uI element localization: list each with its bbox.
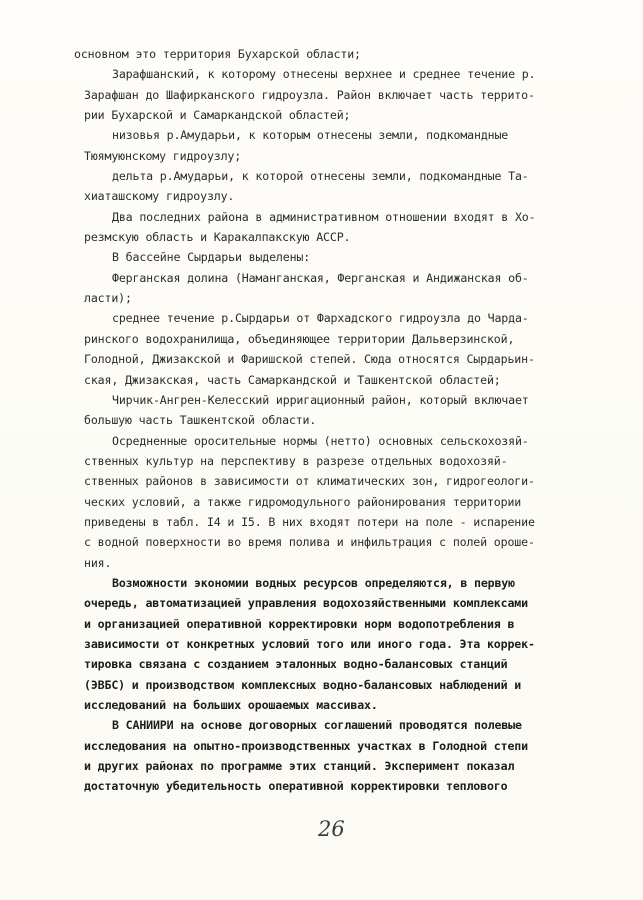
text-line: ственных районов в зависимости от климатических зон, гидрогеологи-: [84, 474, 535, 489]
text-line: Возможности экономии водных ресурсов определяются, в первую: [112, 575, 515, 590]
text-line: ния.: [84, 555, 112, 570]
text-line: достаточную убедительность оперативной корректировки теплового: [84, 779, 508, 794]
text-line: основном это территория Бухарской области;: [74, 47, 361, 61]
text-line: рии Бухарской и Самаркандской областей;: [84, 108, 351, 123]
text-line: Зарафшанский, к которому отнесены верхнее и среднее течение р.: [112, 67, 536, 82]
text-line: Тюямуюнскому гидроузлу;: [84, 148, 242, 163]
text-line: ласти);: [84, 291, 132, 306]
text-line: В бассейне Сырдарьи выделены:: [112, 250, 311, 265]
text-line: Осредненные оросительные нормы (нетто) основных сельскохозяй-: [112, 433, 529, 448]
text-line: приведены в табл. I4 и I5. В них входят потери на поле - испарение: [84, 514, 535, 529]
text-line: В САНИИРИ на основе договорных соглашений проводятся полевые: [112, 718, 522, 733]
body-text: [0, 44, 643, 797]
text-line: и других районах по программе этих станций. Эксперимент показал: [84, 759, 515, 774]
text-line: исследований на больших орошаемых массивах.: [84, 698, 378, 712]
text-line: с водной поверхности во время полива и инфильтрация с полей ороше-: [84, 535, 535, 550]
text-line: резмскую область и Каракалпакскую АССР.: [84, 230, 351, 245]
text-line: ринского водохранилища, объединяющее территории Дальверзинской,: [84, 331, 515, 346]
text-line: ственных культур на перспективу в разрезе отдельных водохозяй-: [84, 453, 508, 468]
text-line: Голодной, Джизакской и Фаришской степей. Сюда относятся Сырдарьин-: [84, 352, 535, 367]
text-line: ческих условий, а также гидромодульного районирования территории: [84, 494, 522, 509]
text-line: тировка связана с созданием эталонных водно-балансовых станций: [84, 657, 508, 672]
text-line: (ЭВБС) и производством комплексных водно-балансовых наблюдений и: [84, 677, 522, 692]
text-line: зависимости от конкретных условий того или иного года. Эта коррек-: [84, 636, 535, 651]
text-line: низовья р.Амударьи, к которым отнесены земли, подкомандные: [112, 128, 509, 143]
text-line: среднее течение р.Сырдарьи от Фархадского гидроузла до Чарда-: [112, 311, 529, 326]
text-line: Два последних района в административном отношении входят в Хо-: [112, 209, 536, 224]
text-line: исследования на опытно-производственных участках в Голодной степи: [84, 738, 528, 753]
text-line: дельта р.Амударьи, к которой отнесены земли, подкомандные Та-: [112, 169, 529, 184]
text-line: хиаташскому гидроузлу.: [84, 189, 235, 204]
text-line: очередь, автоматизацией управления водохозяйственными комплексами: [84, 596, 528, 611]
text-line: Ферганская долина (Наманганская, Ферганская и Андижанская об-: [112, 270, 529, 285]
text-line: и организацией оперативной корректировки норм водопотребления в: [84, 616, 515, 631]
text-line: большую часть Ташкентской области.: [84, 413, 317, 428]
text-line: ская, Джизакская, часть Самаркандской и Ташкентской областей;: [84, 372, 501, 387]
text-line: Зарафшан до Шафирканского гидроузла. Район включает часть террито-: [84, 87, 535, 102]
page-number: 26: [318, 817, 345, 841]
text-line: Чирчик-Ангрен-Келесский ирригационный район, который включает: [112, 392, 529, 407]
